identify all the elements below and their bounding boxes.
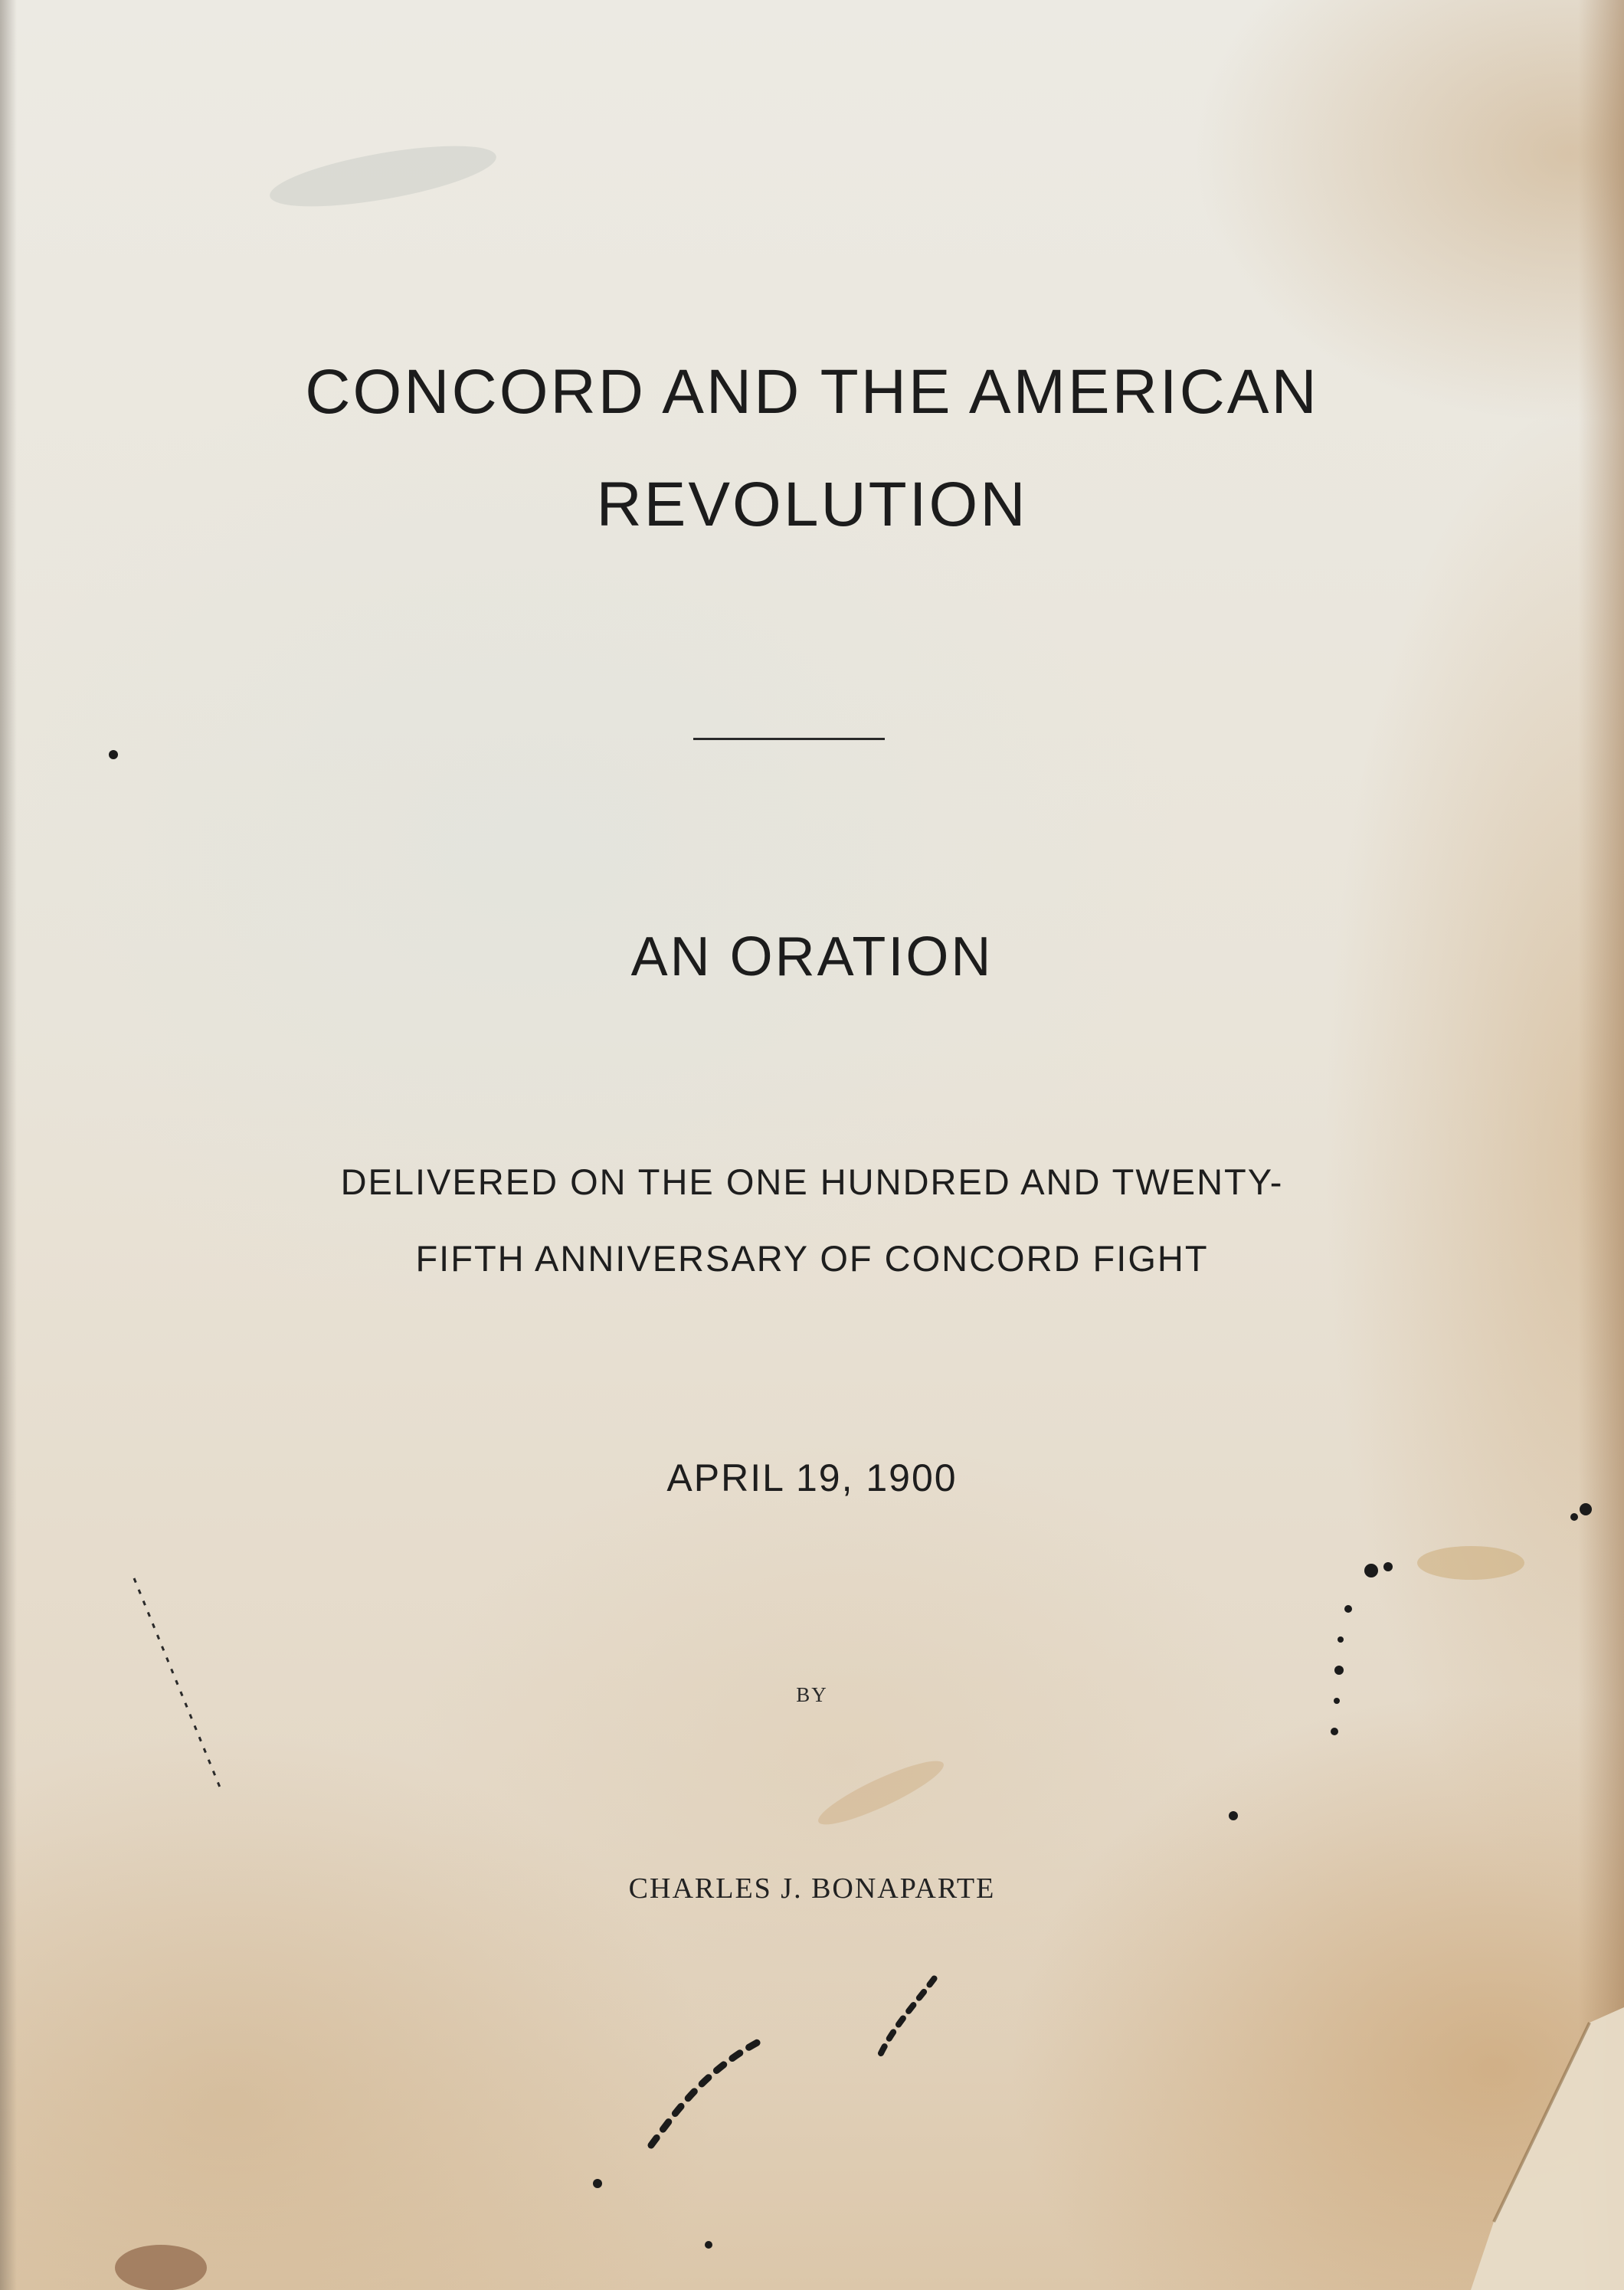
title-line-1: CONCORD AND THE AMERICAN <box>305 357 1319 427</box>
by-label: BY <box>796 1683 828 1706</box>
occasion-line-1: DELIVERED ON THE ONE HUNDRED AND TWENTY- <box>340 1161 1284 1202</box>
oration-date: APRIL 19, 1900 <box>666 1456 958 1499</box>
occasion-line-2: FIFTH ANNIVERSARY OF CONCORD FIGHT <box>415 1238 1209 1279</box>
title-line-2: REVOLUTION <box>596 470 1028 539</box>
page-edge-stain <box>1578 0 1624 2290</box>
divider-rule <box>693 738 885 740</box>
author-name: CHARLES J. BONAPARTE <box>628 1872 996 1905</box>
binding-shadow <box>0 0 17 2290</box>
subtitle: AN ORATION <box>630 926 994 988</box>
